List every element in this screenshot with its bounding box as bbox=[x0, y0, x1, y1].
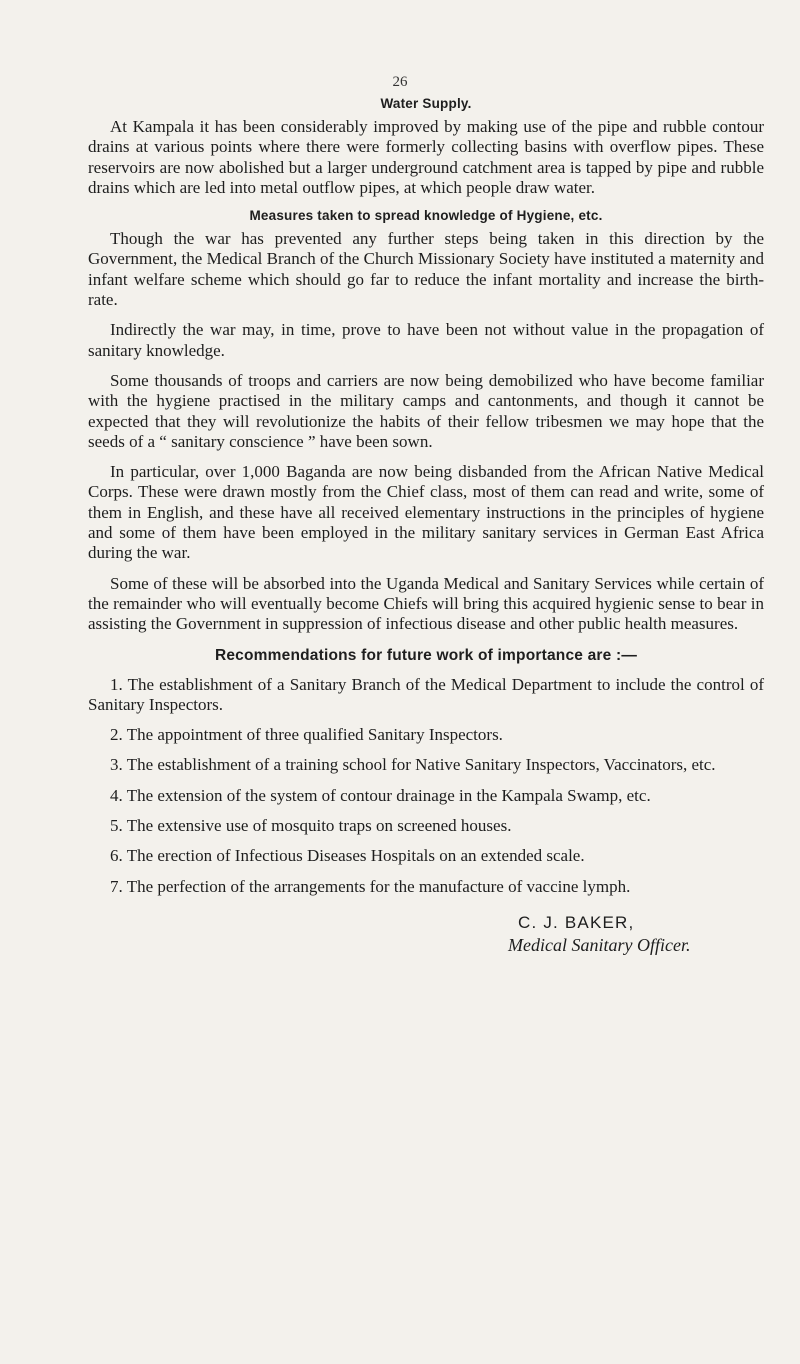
signatory-title: Medical Sanitary Officer. bbox=[508, 934, 691, 955]
hygiene-paragraph-4: In particular, over 1,000 Baganda are now being disbanded from the African Native Medical Corps. These were drawn mostly from the Chief class, most of them can read and write, some of them in English, and these have all received elementary instructions in the principles of hygiene and some of them have been employed in the military sanitary services in German East Africa during the war. bbox=[88, 462, 764, 563]
recommendation-item: 3. The establishment of a training school for Native Sanitary Inspectors, Vaccinators, etc. bbox=[110, 755, 716, 775]
recommendation-item: 1. The establishment of a Sanitary Branch of the Medical Department to include the control of Sanitary Inspectors. bbox=[88, 674, 764, 714]
water-supply-heading: Water Supply. bbox=[380, 96, 472, 111]
hygiene-paragraph-3: Some thousands of troops and carriers are now being demobilized who have become familiar with the hygiene practised in the military camps and cantonments, and though it cannot be expected that they will revolutionize the habits of their fellow tribesmen we may hope that the seeds of a “ sanitary conscience ” have been sown. bbox=[88, 370, 764, 451]
recommendations-heading: Recommendations for future work of importance are :— bbox=[214, 646, 638, 664]
recommendations-list bbox=[88, 675, 764, 897]
signatory-name: C. J. BAKER, bbox=[518, 912, 635, 932]
hygiene-paragraph-1: Though the war has prevented any further steps being taken in this direction by the Government, the Medical Branch of the Church Missionary Society have instituted a maternity and infant welfare scheme which should go far to reduce the infant mortality and increase the birth-rate. bbox=[88, 229, 764, 310]
hygiene-paragraph-5: Some of these will be absorbed into the Uganda Medical and Sanitary Services while certain of the remainder who will eventually become Chiefs will bring this acquired hygienic sense to bear in assisting the Government in suppression of infectious disease and other public health measures. bbox=[88, 573, 764, 634]
signature-block bbox=[508, 913, 764, 956]
hygiene-heading: Measures taken to spread knowledge of Hygiene, etc. bbox=[249, 208, 603, 224]
recommendation-item: 7. The perfection of the arrangements for the manufacture of vaccine lymph. bbox=[110, 876, 631, 896]
water-supply-paragraph: At Kampala it has been considerably improved by making use of the pipe and rubble contour drains at various points where there were formerly collecting basins with overflow pipes. These reservoirs are now abolished but a larger underground catchment area is tapped by pipe and rubble drains which are led into metal outflow pipes, at which people draw water. bbox=[88, 117, 764, 197]
page-content bbox=[88, 96, 764, 956]
recommendation-item: 6. The erection of Infectious Diseases Hospitals on an extended scale. bbox=[110, 846, 585, 866]
recommendation-item: 4. The extension of the system of contour drainage in the Kampala Swamp, etc. bbox=[110, 785, 651, 805]
recommendation-item: 2. The appointment of three qualified Sanitary Inspectors. bbox=[110, 725, 503, 745]
page-number: 26 bbox=[392, 74, 408, 90]
recommendation-item: 5. The extensive use of mosquito traps on screened houses. bbox=[110, 816, 512, 836]
hygiene-paragraph-2: Indirectly the war may, in time, prove to have been not without value in the propagation of sanitary knowledge. bbox=[88, 320, 764, 360]
